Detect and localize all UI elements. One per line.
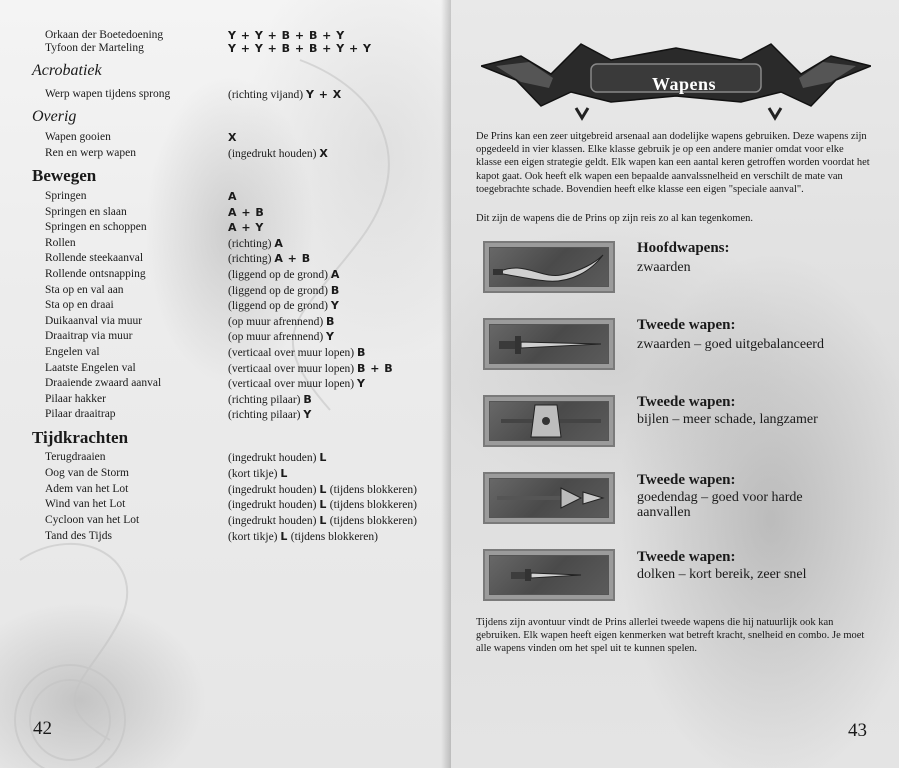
move-label: Rollende ontsnapping — [45, 268, 146, 280]
move-condition: (richting pilaar) — [228, 393, 301, 406]
weapon-title: Tweede wapen: — [637, 394, 736, 410]
move-label: Sta op en val aan — [45, 283, 124, 296]
weapon-image — [483, 318, 615, 370]
weapon-description: zwaarden — [637, 260, 691, 275]
move-condition: (liggend op de grond) — [228, 284, 328, 297]
section-heading-overig: Overig — [32, 108, 77, 125]
weapon-description: goedendag – goed voor harde aanvallen — [637, 490, 803, 520]
move-condition: (ingedrukt houden) — [228, 483, 317, 496]
weapon-title: Tweede wapen: — [637, 472, 736, 488]
button-combo: L — [319, 451, 327, 464]
move-condition: (richting) — [228, 253, 272, 266]
section-heading-tijdkrachten: Tijdkrachten — [32, 428, 129, 447]
move-condition: (ingedrukt houden) — [228, 452, 317, 464]
button-combo: A — [228, 190, 238, 203]
weapon-title: Tweede wapen: — [637, 549, 736, 565]
button-combo: L — [280, 466, 288, 480]
move-condition: (ingedrukt houden) — [228, 515, 317, 528]
move-label: Tand des Tijds — [45, 530, 112, 542]
button-combo: L — [319, 482, 327, 496]
button-combo: A + B — [274, 252, 311, 266]
move-label: Wapen gooien — [45, 131, 111, 143]
move-suffix: (tijdens blokkeren) — [329, 515, 417, 528]
button-combo: Y + Y + B + B + Y + Y — [228, 42, 372, 55]
move-suffix: (tijdens blokkeren) — [329, 483, 417, 496]
mace-spear-icon — [491, 480, 607, 516]
move-label: Sta op en draai — [45, 299, 114, 312]
button-combo: Y + Y + B + B + Y — [228, 29, 345, 42]
section-heading-acrobatiek: Acrobatiek — [32, 62, 102, 79]
move-label: Tyfoon der Marteling — [45, 42, 144, 54]
move-label: Terugdraaien — [45, 451, 106, 463]
wapens-banner — [481, 26, 871, 122]
move-label: Springen en slaan — [45, 205, 127, 218]
page-number-left: 42 — [33, 718, 52, 739]
move-condition: (richting pilaar) — [228, 409, 301, 422]
weapon-title: Tweede wapen: — [637, 317, 736, 333]
move-condition: (richting) — [228, 237, 272, 250]
move-label: Engelen val — [45, 346, 100, 358]
curved-sword-icon — [491, 249, 607, 285]
weapon-image — [483, 395, 615, 447]
weapon-description: bijlen – meer schade, langzamer — [637, 412, 818, 427]
move-label: Pilaar draaitrap — [45, 408, 116, 421]
move-label: Rollen — [45, 236, 76, 249]
move-condition: (liggend op de grond) — [228, 269, 328, 281]
move-condition: (liggend op de grond) — [228, 300, 328, 313]
button-combo: B — [326, 314, 335, 328]
button-combo: Y + X — [305, 88, 342, 101]
dagger-icon — [491, 557, 607, 593]
move-condition: (op muur afrennend) — [228, 315, 324, 328]
move-condition: (verticaal over muur lopen) — [228, 378, 355, 391]
move-label: Springen — [45, 190, 87, 202]
move-label: Adem van het Lot — [45, 482, 129, 495]
intro-paragraph: De Prins kan een zeer uitgebreid arsenaal aan dodelijke wapens gebruiken. Deze wapens zijn opgedeeld in vier klassen. Elke klasse gebruik je op een andere manier omdat voor elke klasse een eigen strategie geldt. Elk wapen kan een aantal keren getroffen worden voordat het kapot gaat. Ook heeft elk wapen een bepaalde aanvalssnelheid en verschilt de mate van toegebrachte schade. Bovendien heeft elke klasse een eigen "speciale aanval". — [476, 131, 870, 195]
move-label: Draaiende zwaard aanval — [45, 377, 162, 390]
outro-paragraph: Tijdens zijn avontuur vindt de Prins allerlei tweede wapens die hij natuurlijk ook kan gebruiken. Elk wapen heeft eigen kenmerken wat betreft kracht, snelheid en combo. Je moet alle wapens vinden om het spel uit te kunnen spelen. — [476, 617, 865, 655]
button-combo: A + Y — [228, 221, 264, 235]
move-condition: (ingedrukt houden) — [228, 499, 317, 512]
move-label: Pilaar hakker — [45, 392, 106, 405]
move-label: Springen en schoppen — [45, 221, 147, 234]
move-label: Wind van het Lot — [45, 498, 126, 511]
button-combo: A — [274, 236, 284, 250]
move-label: Rollende steekaanval — [45, 252, 144, 265]
button-combo: B + B — [357, 361, 394, 375]
move-suffix: (tijdens blokkeren) — [329, 499, 417, 512]
move-label: Cycloon van het Lot — [45, 514, 140, 527]
move-condition: (kort tikje) — [228, 467, 278, 480]
button-combo: L — [319, 498, 327, 512]
move-condition: (richting vijand) — [228, 89, 304, 101]
axe-icon — [491, 403, 607, 439]
move-condition: (ingedrukt houden) — [228, 148, 317, 160]
move-suffix: (tijdens blokkeren) — [290, 531, 378, 543]
button-combo: A + B — [228, 205, 265, 219]
move-label: Oog van de Storm — [45, 466, 130, 479]
weapon-description: zwaarden – goed uitgebalanceerd — [637, 337, 824, 352]
page-title: Wapens — [651, 74, 717, 94]
button-combo: B — [330, 283, 340, 297]
move-label: Orkaan der Boetedoening — [45, 29, 164, 41]
move-label: Werp wapen tijdens sprong — [45, 88, 171, 100]
button-combo: X — [319, 147, 329, 160]
weapon-title: Hoofdwapens: — [637, 240, 730, 256]
section-heading-bewegen: Bewegen — [32, 166, 97, 185]
button-combo: Y — [330, 299, 340, 313]
weapon-image — [483, 549, 615, 601]
page-number-right: 43 — [848, 720, 867, 741]
button-combo: B — [357, 346, 366, 359]
move-label: Laatste Engelen val — [45, 361, 136, 374]
dagger-sword-icon — [491, 326, 607, 362]
intro-line: Dit zijn de wapens die de Prins op zijn reis zo al kan tegenkomen. — [476, 213, 754, 224]
move-condition: (op muur afrennend) — [228, 331, 324, 344]
move-label: Ren en werp wapen — [45, 147, 137, 159]
button-combo: L — [280, 530, 288, 543]
button-combo: Y — [303, 408, 312, 422]
move-label: Duikaanval via muur — [45, 314, 143, 327]
button-combo: A — [330, 268, 340, 281]
weapon-description: dolken – kort bereik, zeer snel — [637, 567, 807, 582]
right-page — [451, 0, 899, 768]
button-combo: X — [228, 131, 237, 144]
button-combo: B — [303, 392, 313, 406]
move-label: Draaitrap via muur — [45, 330, 133, 343]
weapon-image — [483, 241, 615, 293]
weapon-image — [483, 472, 615, 524]
move-condition: (kort tikje) — [228, 531, 278, 543]
button-combo: Y — [357, 377, 366, 391]
button-combo: Y — [326, 330, 335, 344]
button-combo: L — [319, 514, 327, 528]
move-condition: (verticaal over muur lopen) — [228, 362, 355, 375]
move-condition: (verticaal over muur lopen) — [228, 347, 355, 359]
